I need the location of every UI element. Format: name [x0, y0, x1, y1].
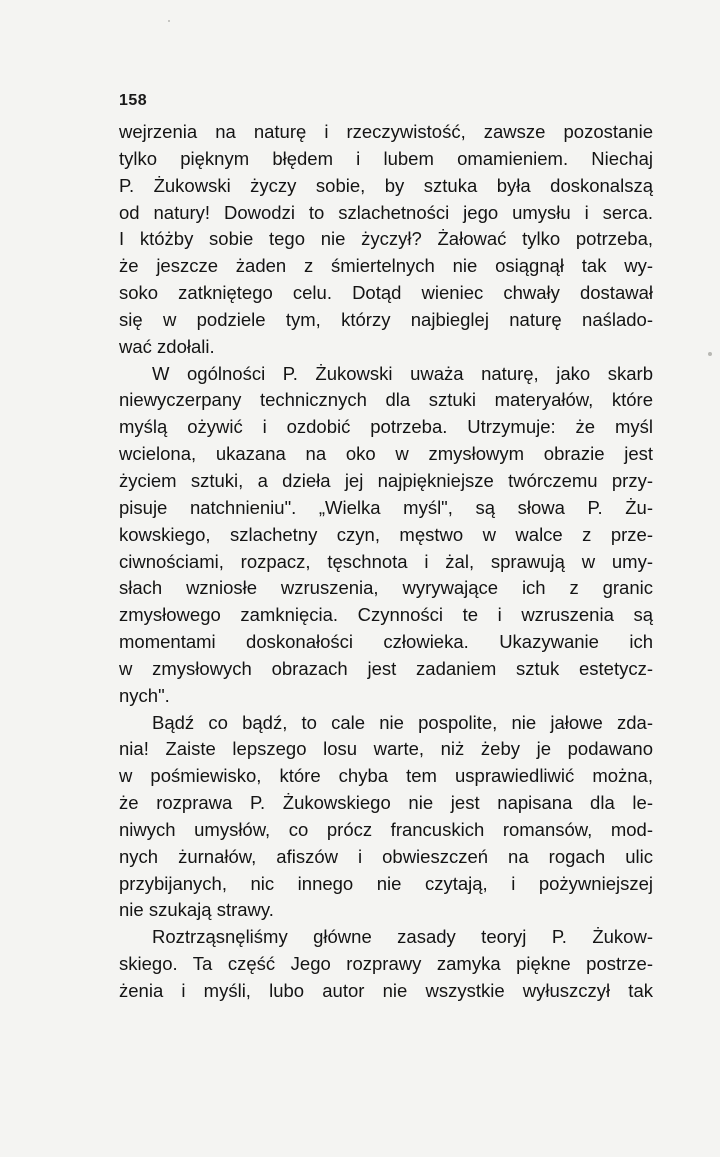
text-line: żenia i myśli, lubo autor nie wszystkie wyłuszczył tak: [119, 980, 653, 1001]
paper-speck: [708, 352, 712, 356]
text-line: wcielona, ukazana na oko w zmysłowym obrazie jest: [119, 443, 653, 465]
text-line: niwych umysłów, co prócz francuskich romansów, mod-: [119, 818, 653, 840]
text-line: życiem sztuki, a dzieła jej najpiękniejsze twórczemu przy-: [119, 469, 653, 491]
text-line: że jeszcze żaden z śmiertelnych nie osiągnął tak wy-: [119, 255, 653, 277]
paragraph-first-line: W ogólności P. Żukowski uważa naturę, jako skarb: [152, 362, 653, 384]
paper-speck: [168, 20, 170, 22]
text-line: w zmysłowych obrazach jest zadaniem sztuk estetycz-: [119, 657, 653, 679]
text-line: słach wzniosłe wzruszenia, wyrywające ich z granic: [119, 577, 653, 599]
text-line: się w podziele tym, którzy najbieglej naturę naślado-: [119, 308, 653, 330]
text-line: przybijanych, nic innego nie czytają, i pożywniejszej: [119, 872, 653, 894]
text-line: kowskiego, szlachetny czyn, męstwo w walce z prze-: [119, 523, 653, 545]
paragraph-first-line: Bądź co bądź, to cale nie pospolite, nie jałowe zda-: [152, 711, 653, 733]
text-line: niewyczerpany technicznych dla sztuki materyałów, które: [119, 389, 653, 411]
text-line: tylko pięknym błędem i lubem omamieniem. Niechaj: [119, 147, 653, 169]
text-line: nie szukają strawy.: [119, 899, 274, 921]
body-text: [119, 119, 653, 1005]
text-line: zmysłowego zamknięcia. Czynności te i wzruszenia są: [119, 604, 653, 626]
text-line: momentami doskonałości człowieka. Ukazywanie ich: [119, 631, 653, 653]
text-line: od natury! Dowodzi to szlachetności jego umysłu i serca.: [119, 201, 653, 223]
text-line: nych".: [119, 684, 170, 706]
text-line: soko zatkniętego celu. Dotąd wieniec chwały dostawał: [119, 282, 653, 304]
text-line: wać zdołali.: [119, 335, 215, 357]
text-line: że rozprawa P. Żukowskiego nie jest napisana dla le-: [119, 792, 653, 814]
page-number: 158: [119, 92, 148, 109]
text-line: ciwnościami, rozpacz, tęschnota i żal, sprawują w umy-: [119, 550, 653, 572]
text-line: myślą ożywić i ozdobić potrzeba. Utrzymuje: że myśl: [119, 416, 653, 438]
text-line: nych żurnałów, afiszów i obwieszczeń na rogach ulic: [119, 845, 653, 867]
text-line: P. Żukowski życzy sobie, by sztuka była doskonalszą: [119, 174, 653, 196]
text-line: nia! Zaiste lepszego losu warte, niż żeby je podawano: [119, 738, 653, 760]
text-line: pisuje natchnieniu". „Wielka myśl", są słowa P. Żu-: [119, 496, 653, 518]
paragraph-first-line: Roztrząsnęliśmy główne zasady teoryj P. Żukow-: [152, 926, 653, 948]
text-line: skiego. Ta część Jego rozprawy zamyka piękne postrze-: [119, 953, 653, 975]
text-line: I któżby sobie tego nie życzył? Żałować tylko potrzeba,: [119, 228, 653, 250]
text-line: w pośmiewisko, które chyba tem usprawiedliwić można,: [119, 765, 653, 787]
text-line: wejrzenia na naturę i rzeczywistość, zawsze pozostanie: [119, 121, 653, 142]
